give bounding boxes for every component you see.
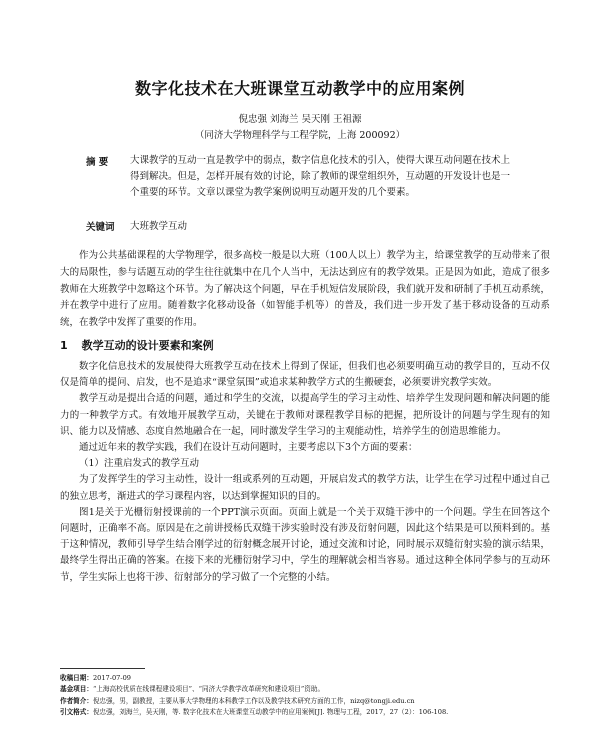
keywords-label: 关键词 [86,222,115,233]
footnote-fund [60,684,560,695]
section-paragraph-4: 为了发挥学生的学习主动性，设计一组或系列的互动题，开展启发式的教学方法，让学生在学习过程中通过自己的独立思考，渐进式的学习课程内容，以达到掌握知识的目的。 [60,474,550,502]
section-heading [60,337,214,353]
received-value: 2017-07-09 [92,674,131,682]
paper-title: 数字化技术在大班课堂互动教学中的应用案例 [134,79,465,98]
footnote-received [60,673,560,684]
intro-paragraph: 作为公共基础课程的大学物理学，很多高校一般是以大班（100人以上）教学为主，给课堂教学的互动带来了很大的局限性，参与话题互动的学生往往就集中在几个人当中，无法达到应有的教学效果。正是因为如此，造成了很多教师在大班教学中忽略这个环节。为了解决这个问题，早在手机短信发展阶段，我们就开发和研制了手机互动系统，并在教学中进行了应用。随着数字化移动设备（如智能手机等）的普及，我们进一步开发了基于移动设备的互动系统，在教学中发挥了重要的作用。 [60,250,550,329]
section-paragraph-1: 数字化信息技术的发展使得大班教学互动在技术上得到了保证，但我们也必须要明确互动的教学目的，互动不仅仅是简单的提问、启发，也不是追求“课堂氛围”或追求某种教学方式的生搬硬套，必须要讲究教学实效。 [60,361,550,389]
section-paragraph-5: 图1是关于光栅衍射授课前的一个PPT演示页面。页面上就是一个关于双缝干涉中的一个问题。学生在回答这个问题时，正确率不高。原因是在之前讲授杨氏双缝干涉实验时没有涉及衍射问题，因此这个结果是可以预料到的。基于这种情况，教师引导学生结合刚学过的衍射概念展开讨论，通过交流和讨论，同时展示双缝衍射实验的演示结果，最终学生得出正确的答案。在接下来的光栅衍射学习中，学生的理解就会相当容易。通过这种全体同学参与的互动环节，学生实际上也将干涉、衍射部分的学习做了一个完整的小结。 [60,506,550,583]
cite-label: 引文格式： [60,707,93,716]
section-paragraph-2: 教学互动是提出合适的问题，通过和学生的交流，以提高学生的学习主动性、培养学生发现问题和解决问题的能力的一种教学方式。有效地开展教学互动，关键在于教师对课程教学目标的把握，把所设计的问题与学生现有的知识、能力以及情感、态度自然地融合在一起，同时激发学生学习的主观能动性，培养学生的创造思维能力。 [60,393,550,437]
affiliation: （同济大学物理科学与工程学院，上海 200092） [194,130,406,141]
subsection-heading: （1）注重启发式的教学互动 [79,458,200,470]
introduction [60,248,550,332]
fund-label: 基金项目： [60,685,93,694]
author-list: 倪忠强 刘海兰 吴天刚 王祖源 [238,114,362,125]
section-body [60,359,550,586]
fund-value: “上海高校优质在线课程建设项目”、“同济大学教学改革研究和建设项目”资助。 [92,685,325,694]
footnote-author [60,696,560,707]
author-label: 作者简介： [60,696,93,705]
footnotes [60,673,560,718]
keywords-text: 大班教学互动 [130,221,188,232]
footnote-citation [60,707,560,718]
abstract-label: 摘 要 [86,157,109,168]
section-number: 1 [60,339,68,352]
author-value: 倪忠强，男，副教授，主要从事大学物理的本科教学工作以及教学技术研究方面的工作，nizq@tongji.edu.cn [92,696,415,705]
cite-value: 倪忠强，刘海兰，吴天刚，等. 数字化技术在大班课堂互动教学中的应用案例[J]. 物理与工程，2017，27（2）：106-108. [92,707,449,716]
section-title: 教学互动的设计要素和案例 [81,339,214,352]
received-label: 收稿日期： [60,674,93,682]
footnote-divider [60,668,145,669]
abstract-text: 大课教学的互动一直是教学中的弱点，数字信息化技术的引入，使得大课互动问题在技术上得到解决。但是，怎样开展有效的讨论，除了教师的课堂组织外，互动题的开发设计也是一个重要的环节。文章以课堂为教学案例说明互动题开发的几个要素。 [130,155,511,199]
section-paragraph-3: 通过近年来的教学实践，我们在设计互动问题时，主要考虑以下3个方面的要素： [79,442,418,454]
